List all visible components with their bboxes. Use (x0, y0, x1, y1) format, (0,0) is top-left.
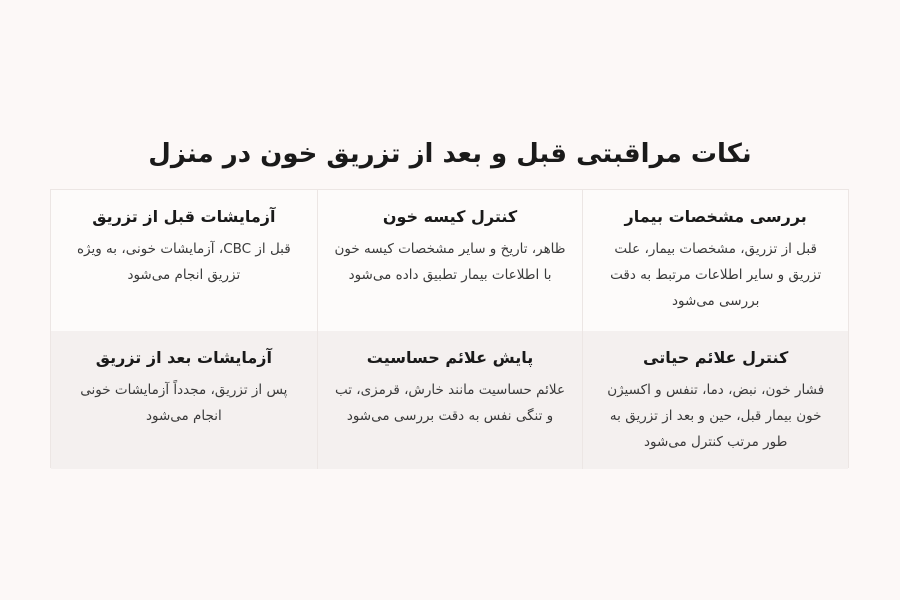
card-text: فشار خون، نبض، دما، تنفس و اکسیژن خون بیمار قبل، حین و بعد از تزریق به طور مرتب کنترل می‌شود (607, 382, 825, 450)
card-text: قبل از تزریق، مشخصات بیمار، علت تزریق و سایر اطلاعات مرتبط به دقت بررسی می‌شود (610, 241, 822, 309)
card-allergy-monitoring (317, 331, 583, 469)
card-title: بررسی مشخصات بیمار (624, 207, 807, 226)
card-post-transfusion-tests (51, 331, 317, 469)
card-text: پس از تزریق، مجدداً آزمایشات خونی انجام می‌شود (80, 382, 288, 424)
card-patient-identity (582, 190, 848, 331)
card-title: پایش علائم حساسیت (366, 348, 534, 367)
card-title: آزمایشات بعد از تزریق (95, 348, 272, 367)
card-pre-transfusion-tests (51, 190, 317, 331)
card-title: کنترل علائم حیاتی (643, 348, 789, 367)
card-text: علائم حساسیت مانند خارش، قرمزی، تب و تنگی نفس به دقت بررسی می‌شود (334, 382, 566, 424)
page-title: نکات مراقبتی قبل و بعد از تزریق خون در منزل (148, 139, 752, 169)
care-tips-grid (50, 189, 849, 468)
card-text: قبل از CBC، آزمایشات خونی، به ویژه تزریق انجام می‌شود (76, 241, 291, 283)
card-title: آزمایشات قبل از تزریق (92, 207, 276, 226)
card-title: کنترل کیسه خون (382, 207, 518, 226)
card-vital-signs (582, 331, 848, 469)
card-blood-bag-check (317, 190, 583, 331)
card-text: ظاهر، تاریخ و سایر مشخصات کیسه خون با اطلاعات بیمار تطبیق داده می‌شود (334, 241, 566, 283)
